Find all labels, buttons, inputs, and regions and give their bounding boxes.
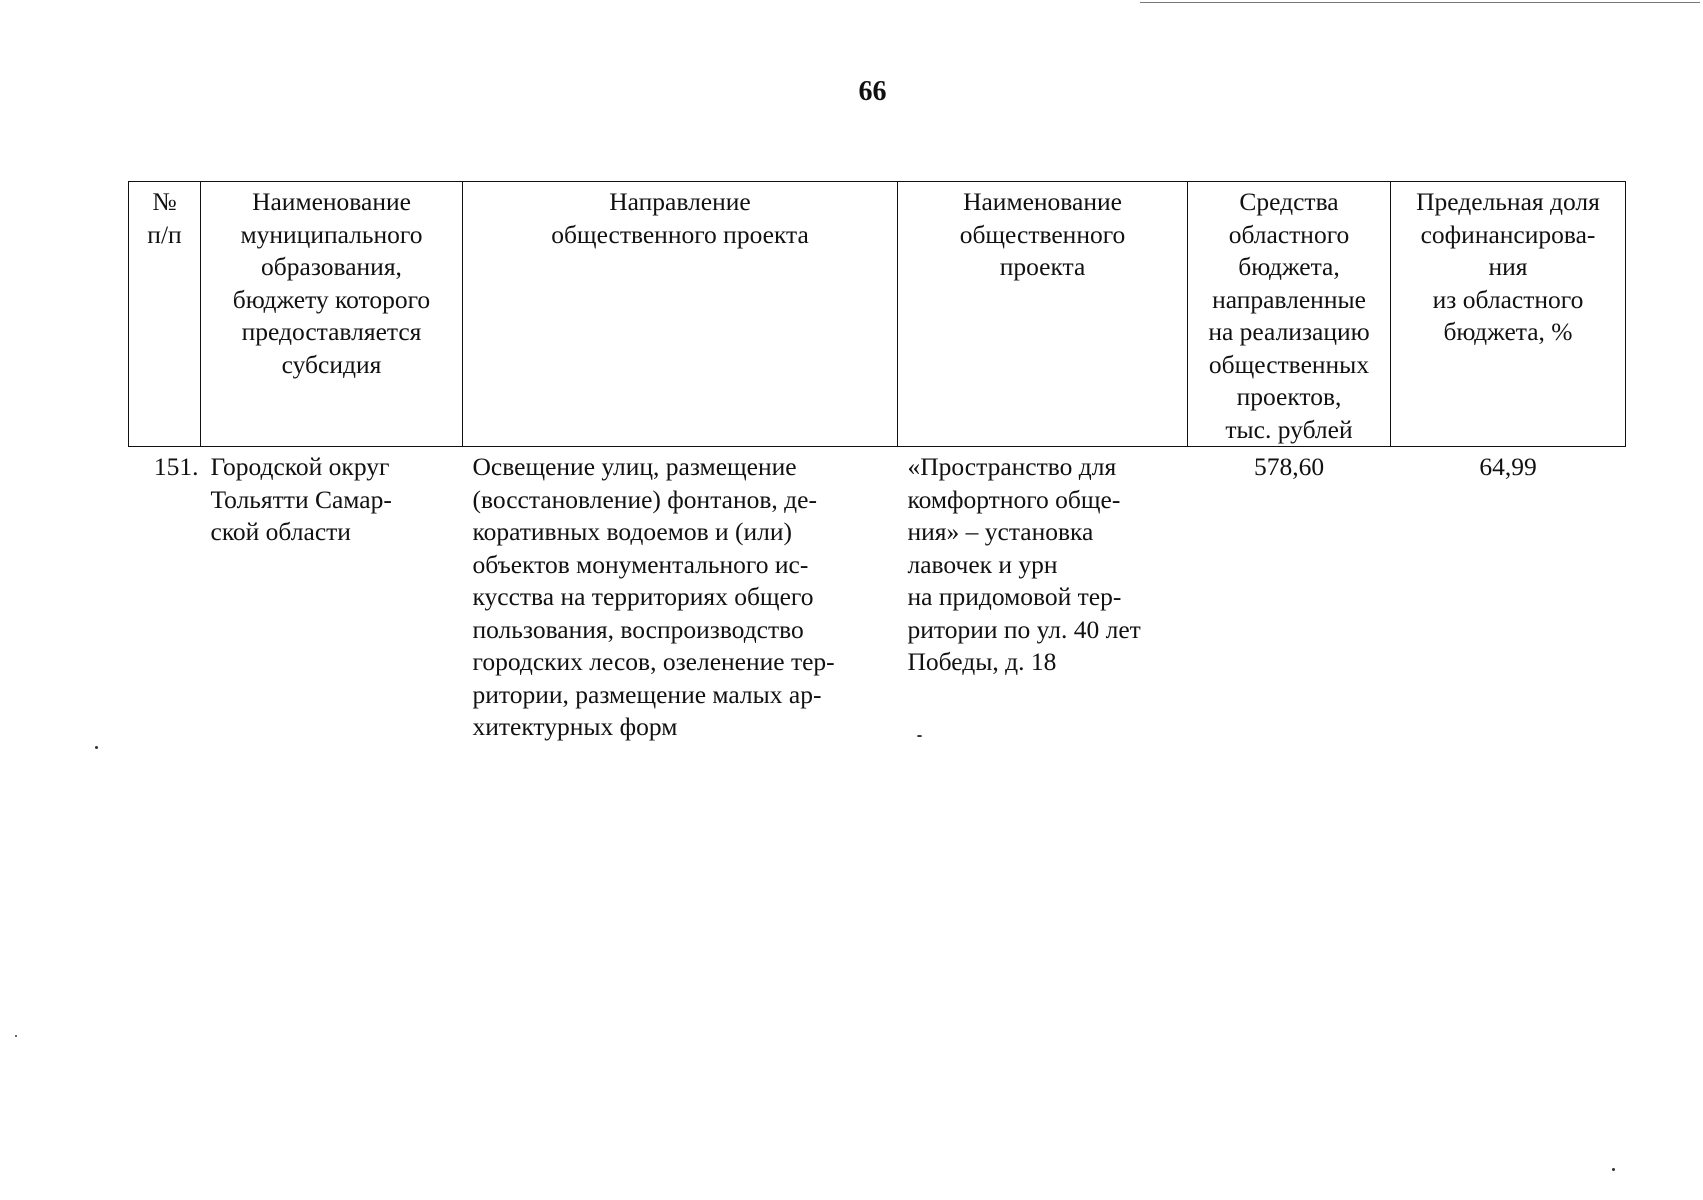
table-header-row	[129, 182, 1626, 447]
scan-artifact-line	[1140, 2, 1700, 3]
table-header	[129, 182, 1626, 447]
cell-project-name: «Пространство для комфортного обще- ния» – установка лавочек и урн на придомовой тер- ритории по ул. 40 лет Победы, д. 18	[907, 452, 1141, 676]
header-regional-funds: Средства областного бюджета, направленные на реализацию общественных проектов, тыс. рублей	[1188, 182, 1391, 447]
scan-speck	[1612, 1168, 1615, 1171]
table-body	[129, 447, 1626, 744]
scan-speck	[15, 1035, 17, 1037]
header-municipality: Наименование муниципального образования, бюджету которого предоставляется субсидия	[201, 182, 463, 447]
header-project-name: Наименование общественного проекта	[898, 182, 1188, 447]
page-number: 66	[858, 76, 887, 107]
scan-speck	[95, 746, 98, 749]
scan-speck	[917, 735, 922, 737]
header-row-number: № п/п	[129, 182, 201, 447]
cell-cofinancing-share: 64,99	[1479, 452, 1537, 481]
cell-project-direction: Освещение улиц, размещение (восстановление) фонтанов, де- коративных водоемов и (или) объектов монументального ис- кусства на территориях общего пользования, воспроизводство городских лесов, озеленение тер- ритории, размещение малых ар- хитектурных форм	[472, 452, 835, 741]
cell-regional-funds: 578,60	[1253, 452, 1325, 481]
table-row	[129, 447, 1626, 744]
header-cofinancing-share: Предельная доля софинансирова- ния из областного бюджета, %	[1391, 182, 1626, 447]
cell-municipality: Городской округ Тольятти Самар- ской области	[210, 452, 392, 546]
subsidy-table	[128, 181, 1626, 744]
header-project-direction: Направление общественного проекта	[463, 182, 898, 447]
cell-row-number: 151.	[153, 452, 199, 481]
